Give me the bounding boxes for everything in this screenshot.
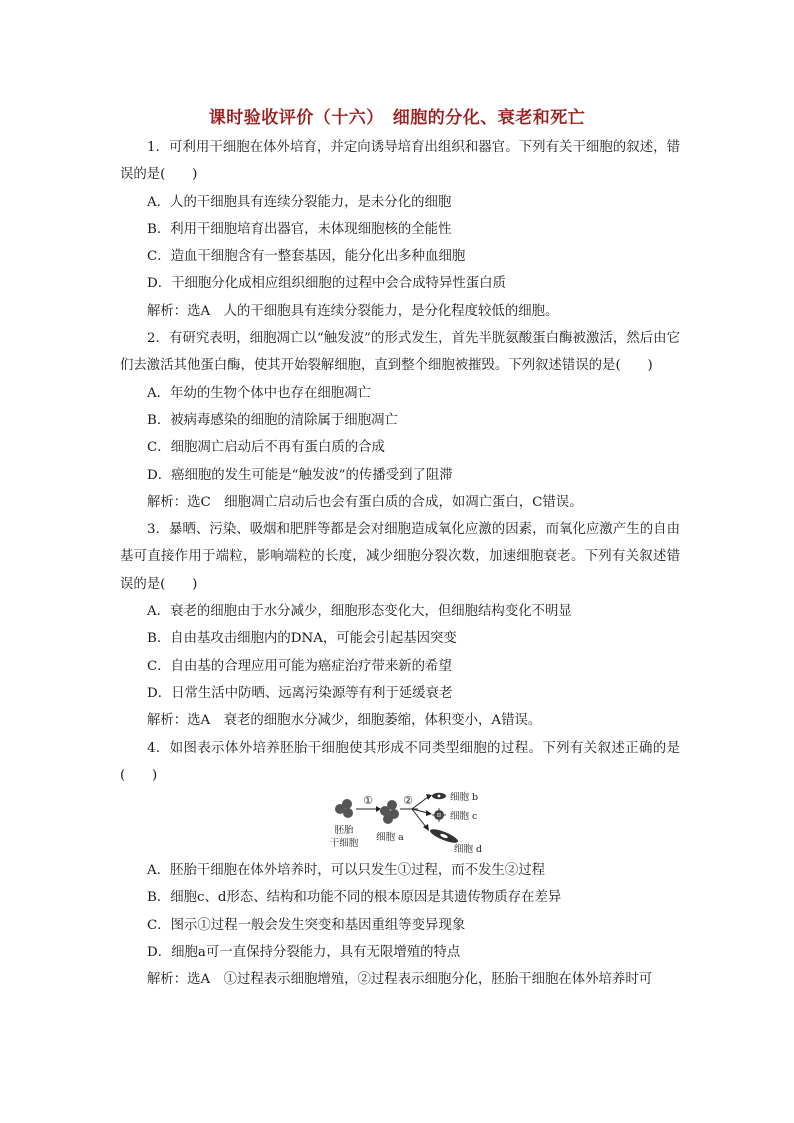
question-stem: 4．如图表示体外培养胚胎干细胞使其形成不同类型细胞的过程。下列有关叙述正确的是( ) bbox=[120, 740, 680, 783]
option-b: B．自由基攻击细胞内的DNA，可能会引起基因突变 bbox=[147, 631, 457, 647]
step-2-label: ② bbox=[403, 794, 413, 808]
option-d: D．细胞a可一直保持分裂能力，具有无限增殖的特点 bbox=[147, 945, 461, 961]
question-stem: 3．暴晒、污染、吸烟和肥胖等都是会对细胞造成氧化应激的因素，而氧化应激产生的自由基可直接作用于端粒，影响端粒的长度，减少细胞分裂次数，加速细胞衰老。下列有关叙述错误的是( ) bbox=[120, 522, 680, 592]
question-1 bbox=[120, 134, 680, 325]
option-a: A．年幼的生物个体中也存在细胞凋亡 bbox=[147, 385, 371, 401]
option-d: D．日常生活中防晒、远离污染源等有利于延缓衰老 bbox=[147, 685, 453, 701]
option-c: C．造血干细胞含有一整套基因，能分化出多种血细胞 bbox=[147, 249, 466, 265]
question-3 bbox=[120, 516, 680, 734]
option-b: B．细胞c、d形态、结构和功能不同的根本原因是其遗传物质存在差异 bbox=[147, 890, 562, 906]
option-c: C．自由基的合理应用可能为癌症治疗带来新的希望 bbox=[147, 658, 452, 674]
option-b: B．利用干细胞培育出器官，未体现细胞核的全能性 bbox=[147, 221, 452, 237]
option-a: A．人的干细胞具有连续分裂能力，是未分化的细胞 bbox=[147, 194, 452, 210]
stem-cell-icon bbox=[335, 799, 353, 818]
stem-cell-label-line1: 胚胎 bbox=[334, 825, 354, 837]
stem-cell-label-line2: 干细胞 bbox=[329, 838, 359, 850]
analysis: 解析：选A ①过程表示细胞增殖，②过程表示细胞分化，胚胎干细胞在体外培养时可 bbox=[147, 972, 653, 988]
cell-c-label: 细胞 c bbox=[450, 811, 478, 823]
analysis: 解析：选C 细胞凋亡启动后也会有蛋白质的合成，如凋亡蛋白，C错误。 bbox=[147, 494, 583, 510]
question-4 bbox=[120, 735, 680, 994]
analysis: 解析：选A 衰老的细胞水分减少，细胞萎缩，体积变小，A错误。 bbox=[147, 713, 542, 729]
cell-d-label: 细胞 d bbox=[454, 844, 483, 856]
option-d: D．干细胞分化成相应组织细胞的过程中会合成特异性蛋白质 bbox=[147, 276, 506, 292]
cell-b-label: 细胞 b bbox=[450, 792, 479, 804]
option-c: C．细胞凋亡启动后不再有蛋白质的合成 bbox=[147, 440, 385, 456]
question-stem: 2．有研究表明，细胞凋亡以“触发波”的形式发生，首先半胱氨酸蛋白酶被激活，然后由它们去激活其他蛋白酶，使其开始裂解细胞，直到整个细胞被摧毁。下列叙述错误的是( ) bbox=[120, 331, 680, 374]
diagram-svg bbox=[328, 791, 488, 855]
option-d: D．癌细胞的发生可能是“触发波”的传播受到了阻滞 bbox=[147, 467, 453, 483]
option-c: C．图示①过程一般会发生突变和基因重组等变异现象 bbox=[147, 917, 466, 933]
cell-differentiation-diagram bbox=[120, 789, 680, 857]
step-1-label: ① bbox=[363, 794, 373, 808]
option-a: A．衰老的细胞由于水分减少，细胞形态变化大，但细胞结构变化不明显 bbox=[147, 604, 572, 620]
page-title: 课时验收评价（十六） 细胞的分化、衰老和死亡 bbox=[208, 108, 586, 128]
option-a: A．胚胎干细胞在体外培养时，可以只发生①过程，而不发生②过程 bbox=[147, 863, 545, 879]
cell-a-label: 细胞 a bbox=[376, 832, 404, 844]
option-b: B．被病毒感染的细胞的清除属于细胞凋亡 bbox=[147, 412, 398, 428]
cell-c-icon bbox=[432, 808, 446, 822]
question-list bbox=[120, 134, 680, 994]
question-2 bbox=[120, 325, 680, 516]
question-stem: 1．可利用干细胞在体外培育，并定向诱导培育出组织和器官。下列有关干细胞的叙述，错误的是( ) bbox=[120, 140, 680, 183]
cell-a-icon bbox=[380, 800, 399, 824]
analysis: 解析：选A 人的干细胞具有连续分裂能力，是分化程度较低的细胞。 bbox=[147, 303, 559, 319]
